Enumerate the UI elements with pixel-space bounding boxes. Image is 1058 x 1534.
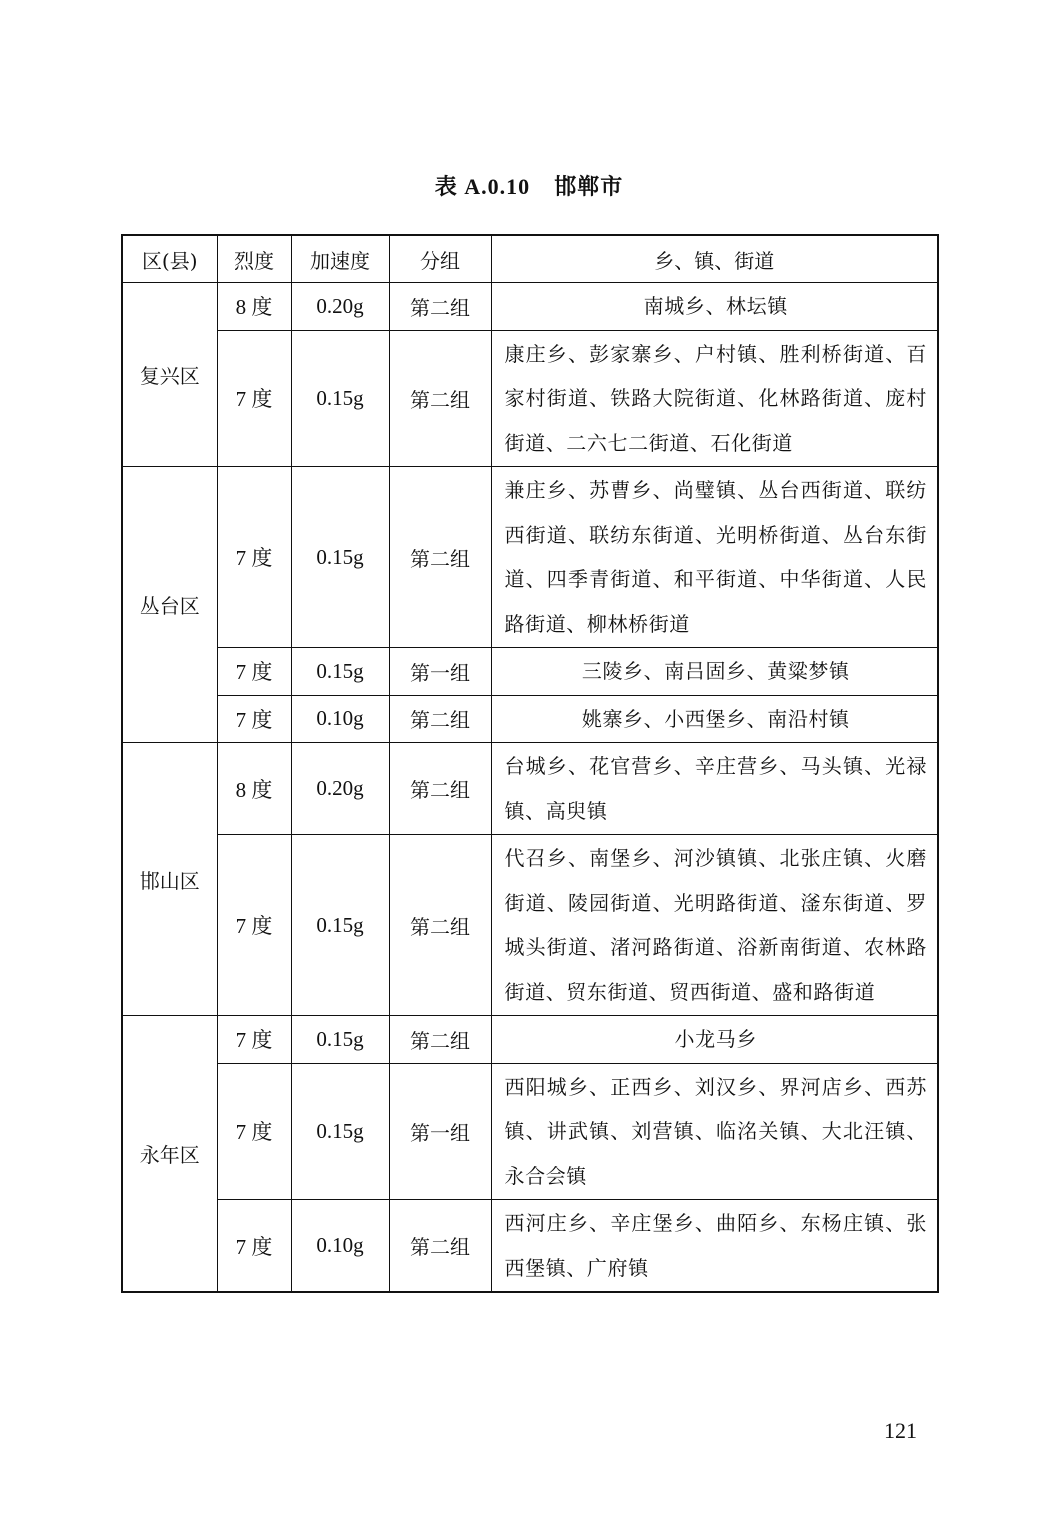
header-intensity: 烈度 bbox=[217, 235, 291, 283]
table-row bbox=[122, 695, 938, 743]
table-row bbox=[122, 648, 938, 696]
group-cell: 第一组 bbox=[389, 648, 491, 696]
group-cell: 第二组 bbox=[389, 835, 491, 1016]
district-cell: 邯山区 bbox=[122, 743, 217, 1016]
towns-cell: 代召乡、南堡乡、河沙镇镇、北张庄镇、火磨街道、陵园街道、光明路街道、滏东街道、罗城头街道、渚河路街道、浴新南街道、农林路街道、贸东街道、贸西街道、盛和路街道 bbox=[491, 835, 938, 1016]
acceleration-cell: 0.15g bbox=[291, 835, 389, 1016]
towns-cell: 西河庄乡、辛庄堡乡、曲陌乡、东杨庄镇、张西堡镇、广府镇 bbox=[491, 1200, 938, 1293]
header-district: 区(县) bbox=[122, 235, 217, 283]
group-cell: 第一组 bbox=[389, 1063, 491, 1200]
intensity-cell: 7 度 bbox=[217, 467, 291, 648]
table-row bbox=[122, 1016, 938, 1064]
table-row bbox=[122, 1063, 938, 1200]
towns-cell: 台城乡、花官营乡、辛庄营乡、马头镇、光禄镇、高臾镇 bbox=[491, 743, 938, 835]
intensity-cell: 7 度 bbox=[217, 1016, 291, 1064]
table-number: 表 A.0.10 bbox=[434, 174, 531, 199]
towns-cell: 小龙马乡 bbox=[491, 1016, 938, 1064]
district-cell: 丛台区 bbox=[122, 467, 217, 743]
intensity-cell: 8 度 bbox=[217, 743, 291, 835]
group-cell: 第二组 bbox=[389, 330, 491, 467]
acceleration-cell: 0.15g bbox=[291, 648, 389, 696]
acceleration-cell: 0.10g bbox=[291, 1200, 389, 1293]
towns-cell: 西阳城乡、正西乡、刘汉乡、界河店乡、西苏镇、讲武镇、刘营镇、临洺关镇、大北汪镇、永合会镇 bbox=[491, 1063, 938, 1200]
page-number: 121 bbox=[884, 1418, 917, 1443]
header-group: 分组 bbox=[389, 235, 491, 283]
district-cell: 永年区 bbox=[122, 1016, 217, 1293]
towns-cell: 姚寨乡、小西堡乡、南沿村镇 bbox=[491, 695, 938, 743]
group-cell: 第二组 bbox=[389, 695, 491, 743]
table-row bbox=[122, 330, 938, 467]
acceleration-cell: 0.20g bbox=[291, 743, 389, 835]
acceleration-cell: 0.20g bbox=[291, 283, 389, 331]
group-cell: 第二组 bbox=[389, 743, 491, 835]
header-row bbox=[122, 235, 938, 283]
page-title bbox=[0, 170, 1058, 201]
table-row bbox=[122, 835, 938, 1016]
towns-cell: 康庄乡、彭家寨乡、户村镇、胜利桥街道、百家村街道、铁路大院街道、化林路街道、庞村街道、二六七二街道、石化街道 bbox=[491, 330, 938, 467]
table-row bbox=[122, 283, 938, 331]
intensity-cell: 7 度 bbox=[217, 1200, 291, 1293]
header-towns: 乡、镇、街道 bbox=[491, 235, 938, 283]
acceleration-cell: 0.15g bbox=[291, 330, 389, 467]
table-row bbox=[122, 743, 938, 835]
towns-cell: 三陵乡、南吕固乡、黄粱梦镇 bbox=[491, 648, 938, 696]
group-cell: 第二组 bbox=[389, 1200, 491, 1293]
intensity-cell: 7 度 bbox=[217, 695, 291, 743]
intensity-cell: 7 度 bbox=[217, 835, 291, 1016]
group-cell: 第二组 bbox=[389, 1016, 491, 1064]
intensity-cell: 7 度 bbox=[217, 1063, 291, 1200]
header-acceleration: 加速度 bbox=[291, 235, 389, 283]
intensity-cell: 7 度 bbox=[217, 330, 291, 467]
intensity-cell: 7 度 bbox=[217, 648, 291, 696]
acceleration-cell: 0.15g bbox=[291, 467, 389, 648]
city-name: 邯郸市 bbox=[554, 174, 624, 200]
acceleration-cell: 0.15g bbox=[291, 1063, 389, 1200]
acceleration-cell: 0.15g bbox=[291, 1016, 389, 1064]
table-row bbox=[122, 1200, 938, 1293]
towns-cell: 南城乡、林坛镇 bbox=[491, 283, 938, 331]
group-cell: 第二组 bbox=[389, 283, 491, 331]
group-cell: 第二组 bbox=[389, 467, 491, 648]
seismic-table bbox=[121, 234, 939, 1293]
intensity-cell: 8 度 bbox=[217, 283, 291, 331]
table-row bbox=[122, 467, 938, 648]
acceleration-cell: 0.10g bbox=[291, 695, 389, 743]
towns-cell: 兼庄乡、苏曹乡、尚璧镇、丛台西街道、联纺西街道、联纺东街道、光明桥街道、丛台东街道、四季青街道、和平街道、中华街道、人民路街道、柳林桥街道 bbox=[491, 467, 938, 648]
district-cell: 复兴区 bbox=[122, 283, 217, 467]
